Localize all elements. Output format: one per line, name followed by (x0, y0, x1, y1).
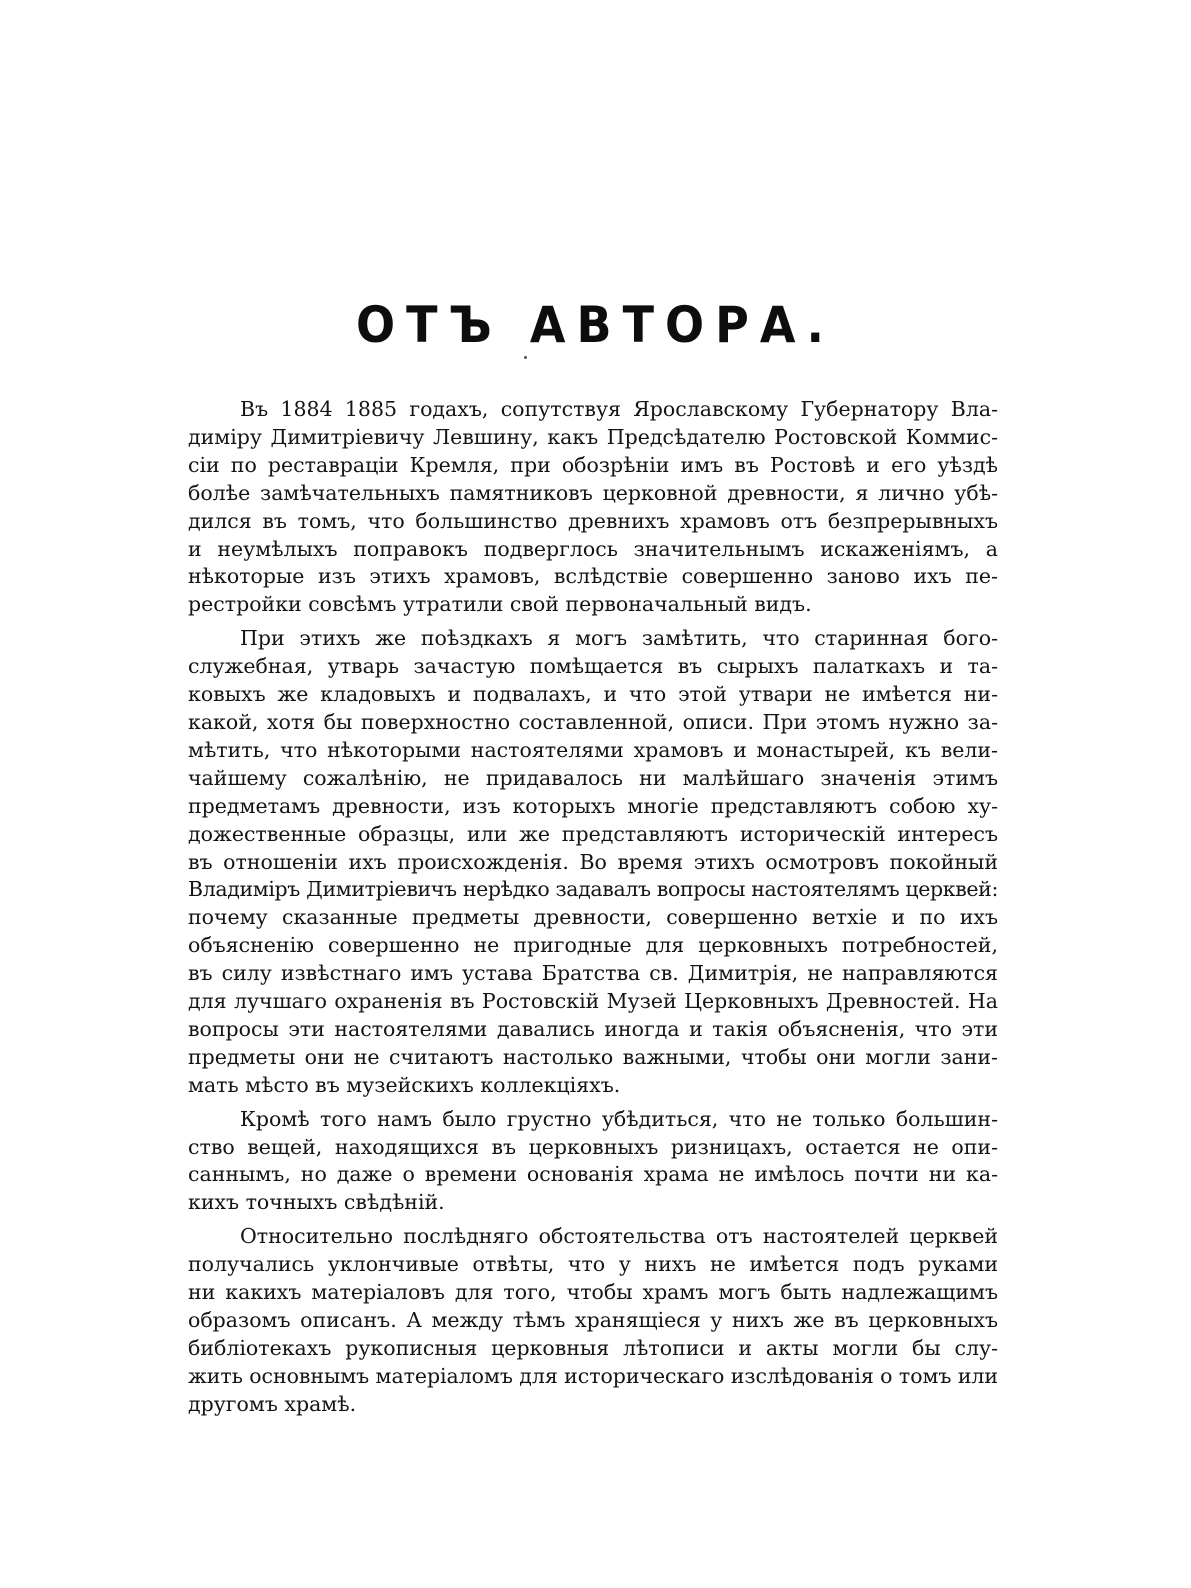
text-line: образомъ описанъ. А между тѣмъ хранящіеся у нихъ же въ церковныхъ (188, 1308, 998, 1332)
paragraph-3 (188, 1106, 998, 1218)
text-line: мѣтить, что нѣкоторыми настоятелями храмовъ и монастырей, къ вели- (188, 737, 998, 762)
text-line: объясненію совершенно не пригодные для церковныхъ потребностей, (188, 933, 998, 958)
text-line: какой, хотя бы поверхностно составленной, описи. При этомъ нужно за- (188, 709, 998, 734)
text-line: въ отношеніи ихъ происхожденія. Во время этихъ осмотровъ покойный (188, 849, 998, 874)
text-line: почему сказанные предметы древности, совершенно ветхіе и по ихъ (188, 905, 998, 930)
text-line: При этихъ же поѣздкахъ я могъ замѣтить, что старинная бого- (240, 626, 998, 651)
text-line: мать мѣсто въ музейскихъ коллекціяхъ. (188, 1072, 621, 1097)
text-line: предметамъ древности, изъ которыхъ многіе представляютъ собою ху- (188, 793, 998, 818)
text-line: дожественные образцы, или же представляютъ историческій интересъ (188, 821, 998, 846)
text-line: предметы они не считаютъ настолько важными, чтобы они могли зани- (188, 1044, 998, 1069)
text-line: для лучшаго охраненія въ Ростовскій Музей Церковныхъ Древностей. На (188, 989, 998, 1014)
text-line: служебная, утварь зачастую помѣщается въ сырыхъ палаткахъ и та- (188, 654, 998, 679)
paragraph-4 (188, 1223, 998, 1418)
text-line: библіотекахъ рукописныя церковныя лѣтописи и акты могли бы слу- (188, 1335, 998, 1360)
text-line: дился въ томъ, что большинство древнихъ храмовъ отъ безпрерывныхъ (188, 508, 998, 533)
text-line: другомъ храмѣ. (188, 1391, 357, 1416)
text-line: сіи по реставраціи Кремля, при обозрѣніи имъ въ Ростовѣ и его уѣздѣ (188, 452, 998, 477)
text-line: Относительно послѣдняго обстоятельства отъ настоятелей церквей (240, 1224, 998, 1249)
text-line: кихъ точныхъ свѣдѣній. (188, 1190, 445, 1215)
paragraph-1 (188, 396, 998, 619)
text-line: ковыхъ же кладовыхъ и подвалахъ, и что этой утвари не имѣется ни- (188, 682, 998, 707)
text-line: диміру Димитріевичу Левшину, какъ Предсѣдателю Ростовской Коммис- (188, 424, 998, 449)
text-line: жить основнымъ матеріаломъ для историческаго изслѣдованія о томъ или (188, 1363, 999, 1388)
text-line: въ силу извѣстнаго имъ устава Братства св. Димитрія, не направляются (188, 961, 998, 986)
text-line: Въ 1884 1885 годахъ, сопутствуя Ярославскому Губернатору Вла- (240, 397, 998, 421)
text-line: чайшему сожалѣнію, не придавалось ни малѣйшаго значенія этимъ (188, 765, 998, 790)
text-line: и неумѣлыхъ поправокъ подверглось значительнымъ искаженіямъ, а (188, 536, 998, 561)
body-text (188, 396, 998, 1419)
paragraph-2 (188, 625, 998, 1099)
text-line: Кромѣ того намъ было грустно убѣдиться, что не только большин- (240, 1106, 998, 1131)
text-line: ни какихъ матеріаловъ для того, чтобы храмъ могъ быть надлежащимъ (188, 1280, 998, 1305)
ink-speck (524, 356, 527, 359)
page-title: ОТЪ АВТОРА. (355, 296, 836, 354)
text-line: ство вещей, находящихся въ церковныхъ ризницахъ, остается не опи- (188, 1134, 998, 1159)
text-line: Владиміръ Димитріевичъ нерѣдко задавалъ вопросы настоятелямъ церквей: (188, 877, 998, 902)
text-line: рестройки совсѣмъ утратили свой первоначальный видъ. (188, 592, 812, 617)
text-line: получались уклончивые отвѣты, что у нихъ не имѣется подъ руками (188, 1252, 998, 1277)
text-line: вопросы эти настоятелями давались иногда и такія объясненія, что эти (188, 1016, 998, 1041)
text-line: нѣкоторые изъ этихъ храмовъ, вслѣдствіе совершенно заново ихъ пе- (188, 564, 998, 589)
text-line: саннымъ, но даже о времени основанія храма не имѣлось почти ни ка- (188, 1162, 998, 1187)
text-line: болѣе замѣчательныхъ памятниковъ церковной древности, я лично убѣ- (188, 480, 998, 505)
